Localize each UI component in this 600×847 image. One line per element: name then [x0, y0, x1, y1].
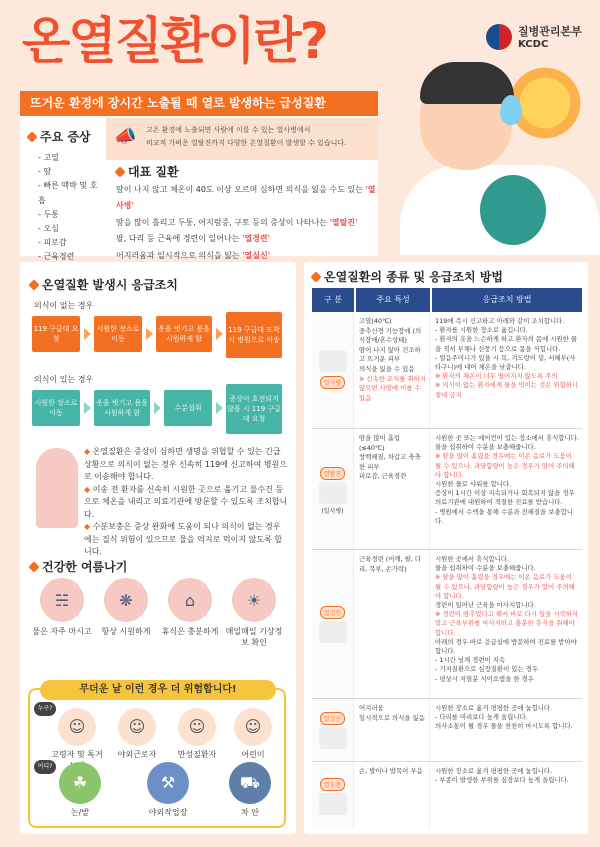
action-cell: [432, 313, 582, 428]
warning-line: 비교적 가벼운 열탈진까지 다양한 온열질환이 발생할 수 있습니다.: [146, 139, 347, 147]
symptom-item: - 근육경련: [38, 250, 100, 264]
feature-cell: [356, 430, 430, 549]
flow-arrow-icon: [84, 328, 91, 340]
symptom-item: - 오심: [38, 222, 100, 236]
feature-item: 땀을 많이 흘림 (≤40℃): [359, 434, 401, 452]
feature-item: 손, 발이나 발목이 부음: [359, 767, 423, 775]
field-icon: ☘: [59, 762, 101, 804]
action-item: - 환자의 옷을 느슨하게 하고 환자의 몸에 시원한 물을 적셔 부채나 선풍기 등으로 몸을 식힙니다.: [435, 335, 578, 353]
action-item: - 얼음주머니가 있을 시 목, 겨드랑이 밑, 서혜부(사타구니)에 대어 체온을 낮춥니다.: [435, 353, 576, 372]
water-glass-icon: ☵: [40, 578, 84, 622]
healthy-summer-heading: 건강한 여름나기: [30, 558, 127, 575]
column-header: 구 분: [312, 288, 354, 312]
disease-line: 팔, 다리 등 근육에 경련이 일어나는 '열경련': [116, 234, 271, 244]
action-item: - 기저질환으로 심장질환이 있는 경우: [435, 665, 539, 674]
house-icon: ⌂: [168, 578, 212, 622]
disease-line: 어지러움과 일시적으로 의식을 잃는 '열실신': [116, 250, 271, 260]
action-item: 아래의 경우 바로 응급실에 방문하여 진료를 받아야 합니다.: [435, 637, 577, 656]
table-row: [312, 700, 582, 762]
where-tag: 어디?: [34, 760, 56, 774]
feature-cell: [356, 763, 430, 829]
action-item: - 1시간 넘게 경련이 지속: [435, 656, 506, 665]
elderly-icon: ☺: [58, 708, 96, 746]
action-item: - 병원에서 수액을 통해 수분과 전해질을 보충합니다.: [435, 507, 573, 525]
action-item: 의사소통이 될 경우 물을 천천히 마시도록 합니다.: [435, 722, 573, 731]
type-cell: [312, 700, 354, 761]
flow-arrow-icon: [216, 328, 223, 340]
symptom-item: - 피로감: [38, 236, 100, 250]
representative-heading: 대표 질환: [116, 163, 179, 180]
worker-icon: ☺: [118, 708, 156, 746]
table-row: [312, 551, 582, 699]
note-item: ◆ 온열질환은 증상이 심하면 생명을 위협할 수 있는 긴급상황으로 의식이 없는 경우 신속히 119에 신고하여 병원으로 이송해야 합니다.: [84, 447, 288, 481]
megaphone-icon: 📣: [114, 126, 137, 147]
car-icon: ⛟: [229, 762, 271, 804]
action-cell: [432, 763, 582, 829]
type-cell: [312, 763, 354, 829]
feature-cell: [356, 551, 430, 698]
symptom-item: - 두통: [38, 208, 100, 222]
main-symptoms-heading: 주요 증상: [28, 128, 100, 145]
patient-illustration: [319, 621, 347, 643]
person-hair-illustration: [420, 62, 514, 104]
symptom-list: [28, 151, 100, 265]
risk-heading: 무더운 날 이런 경우 더 위험합니다!: [40, 680, 276, 700]
flow-step: 119 구급대 도착 시 병원으로 이송: [226, 312, 282, 358]
who-tag: 누구?: [34, 702, 56, 716]
column-header: 주요 특성: [356, 288, 430, 312]
child-icon: ☺: [234, 708, 272, 746]
column-header: 응급조치 방법: [432, 288, 582, 312]
risk-person: ☺ 고령자 및 독거: [50, 708, 104, 771]
action-item: ※ 땀을 많이 흘렸을 경우에는 이온 음료가 도움이 될 수 있으나, 과당함량이 높은 경우가 있어 주의해야 합니다.: [435, 452, 575, 479]
flow-step: 옷을 벗기고 몸을 시원하게 함: [156, 316, 212, 352]
type-cell: [312, 551, 354, 698]
fan-icon: ❋: [104, 578, 148, 622]
worksite-icon: ⚒: [147, 762, 189, 804]
action-item: ※ 경련이 멈추었다고 해서 바로 다시 일을 시작하지 말고 근육부위를 마사지하고 충분한 휴식을 취해야 합니다.: [435, 610, 579, 637]
flow-step: 옷을 벗기고 몸을 시원하게 함: [94, 390, 150, 426]
feature-cell: [356, 700, 430, 761]
risk-place: ☘ 논/밭: [50, 762, 110, 818]
tip-item: ⌂ 휴식은 충분하게: [160, 578, 220, 637]
action-item: 시원한 곳 또는 에어컨이 있는 장소에서 휴식합니다.: [435, 434, 579, 442]
table-row: [312, 430, 582, 550]
disease-line: 땀이 나지 않고 체온이 40도 이상 오르며 심하면 의식을 잃을 수도 있는 '열사병': [116, 185, 376, 211]
action-item: - 부종이 발생한 부위를 심장보다 높게 올립니다.: [435, 776, 569, 785]
type-cell: [312, 313, 354, 428]
disease-line: 땀을 많이 흘리고 두통, 어지럼증, 구토 등의 증상이 나타나는 '열탈진': [116, 217, 358, 227]
tip-item: ☵ 물은 자주 마시고: [32, 578, 92, 637]
type-tag: 열사병: [320, 376, 345, 389]
action-item: ※ 환자의 체온이 너무 떨어지지 않도록 주의: [435, 372, 558, 381]
action-item: - 다리를 머리보다 높게 올립니다.: [435, 713, 528, 722]
action-item: - 환자를 시원한 장소로 옮깁니다.: [435, 326, 528, 335]
feature-item: 피로감, 근육경련: [359, 472, 407, 481]
flow-step: 증상이 호전되지 않을 시 119 구급대 요청: [226, 384, 282, 434]
type-tag: 열탈진: [320, 467, 345, 480]
sweat-drop-icon: [500, 95, 522, 125]
flow-arrow-icon: [146, 328, 153, 340]
warning-box: [106, 118, 378, 160]
flow-step: 수분섭취: [164, 390, 212, 426]
org-name: 질병관리본부: [518, 25, 582, 38]
patient-illustration: [319, 727, 347, 749]
feature-item: 근육경련 (어깨, 팔, 다리, 복부, 손가락): [359, 555, 422, 573]
action-cell: [432, 551, 582, 698]
type-tag: 열경련: [320, 606, 345, 619]
table-row: [312, 313, 582, 429]
action-cell: [432, 700, 582, 761]
hand-fan-icon: [480, 175, 546, 245]
risk-content: [34, 702, 282, 822]
flow-arrow-icon: [154, 402, 161, 414]
action-item: 시원한 곳에서 휴식합니다.: [435, 555, 510, 563]
action-item: ※ 의식이 없는 환자에게 물을 먹이는 것은 위험하니 절대 금지: [435, 381, 579, 399]
flow-step: 시원한 장소로 이동: [32, 390, 80, 426]
main-symptoms: [22, 118, 106, 262]
flow-step: 119 구급대 요청: [32, 316, 80, 352]
tip-item: ❋ 항상 시원하게: [96, 578, 156, 637]
swollen-foot-illustration: [319, 793, 347, 815]
action-item: 119에 즉시 신고하고 아래와 같이 조치합니다.: [435, 317, 565, 325]
sick-person-illustration: [36, 448, 78, 528]
action-item: 물을 섭취하여 수분을 보충해줍니다.: [435, 443, 536, 452]
risk-place: ⛟ 차 안: [220, 762, 280, 818]
feature-item: 창백해짐, 차갑고 축축한 피부: [359, 453, 421, 471]
kcdc-logo: [486, 20, 586, 56]
conscious-label: 의식이 있는 경우: [34, 375, 94, 384]
page-title: 온열질환이란?: [22, 12, 327, 70]
action-item: - 평상시 저염분 식이요법을 한 경우: [435, 674, 534, 683]
type-cell: [312, 430, 354, 549]
first-aid-heading: 온열질환 발생시 응급조치: [30, 276, 178, 293]
risk-person: ☺ 야외근로자: [110, 708, 164, 760]
feature-item: 의식을 잃을 수 있음: [359, 364, 415, 373]
action-item: 경련이 일어난 근육을 마사지합니다.: [435, 601, 536, 610]
feature-item: 땀이 나지 않아 건조하고 뜨거운 피부: [359, 345, 421, 364]
type-sub: (일사병): [321, 507, 344, 515]
patient-illustration: [319, 350, 347, 372]
action-item: ※ 땀을 많이 흘렸을 경우에는 이온 음료가 도움이 될 수 있으나, 과당함량이 높은 경우가 있어 주의해야 합니다.: [435, 573, 575, 600]
type-tag: 열부종: [320, 778, 345, 791]
action-cell: [432, 430, 582, 549]
feature-item: 어지러움: [359, 704, 384, 712]
feature-note: ※ 신속한 조치를 취하지 않으면 사망에 이를 수 있음: [359, 374, 427, 402]
note-item: ◆ 이송 전 환자를 신속히 시원한 곳으로 옮기고 물수건 등으로 체온을 내리고 의료기관에 방문할 수 있도록 조치합니다.: [84, 484, 288, 519]
symptom-item: - 고열: [38, 151, 100, 165]
subtitle-bar: 뜨거운 환경에 장시간 노출될 때 열로 발생하는 급성질환: [20, 91, 378, 116]
healthy-summer-list: [32, 578, 288, 668]
org-abbr: KCDC: [518, 39, 549, 50]
first-aid-notes: [84, 446, 288, 559]
table-row: [312, 763, 582, 829]
patient-icon: ☺: [178, 708, 216, 746]
unconscious-label: 의식이 없는 경우: [34, 301, 94, 310]
feature-item: 중추신경 기능장애 (의식장애/혼수상태): [359, 326, 422, 345]
flow-arrow-icon: [216, 402, 223, 414]
feature-item: 고열(40℃): [359, 317, 392, 325]
risk-person: ☺ 어린이: [226, 708, 280, 760]
symptom-item: - 빠른 맥박 및 호흡: [38, 179, 100, 207]
conscious-flow: [32, 390, 292, 434]
warning-line: 고온 환경에 노출되면 사람에 이를 수 있는 열사병에서: [146, 126, 311, 134]
feature-cell: [356, 313, 430, 428]
action-item: 시원한 장소로 옮겨 평평한 곳에 눕힙니다.: [435, 767, 553, 775]
patient-illustration: [319, 482, 347, 504]
unconscious-flow: [32, 316, 292, 360]
symptom-item: - 땀: [38, 165, 100, 179]
note-item: ◆ 수분보충은 증상 완화에 도움이 되나 의식이 없는 경우에는 질식 위험이 있으므로 물을 억지로 먹이지 않도록 합니다.: [84, 522, 283, 556]
action-item: 증상이 1시간 이상 지속되거나 회복되지 않을 경우 의료기관에 내원하여 적절한 진료를 받습니다.: [435, 489, 575, 507]
action-item: 시원한 물로 샤워를 합니다.: [435, 480, 512, 489]
feature-item: 일시적으로 의식을 잃음: [359, 713, 425, 722]
weather-icon: ☀: [232, 578, 276, 622]
type-tag: 열실신: [320, 712, 345, 725]
kcdc-emblem-icon: [486, 24, 512, 50]
risk-place: ⚒ 야외작업장: [138, 762, 198, 818]
types-heading: 온열질환의 종류 및 응급조치 방법: [312, 268, 503, 285]
tip-item: ☀ 매일매일 기상정보 확인: [224, 578, 284, 648]
flow-step: 시원한 장소로 이동: [94, 316, 142, 352]
flow-arrow-icon: [84, 402, 91, 414]
action-item: 물을 섭취하여 수분을 보충해줍니다.: [435, 564, 536, 573]
action-item: 시원한 장소로 옮겨 평평한 곳에 눕힙니다.: [435, 704, 553, 712]
risk-person: ☺ 만성질환자: [170, 708, 224, 760]
